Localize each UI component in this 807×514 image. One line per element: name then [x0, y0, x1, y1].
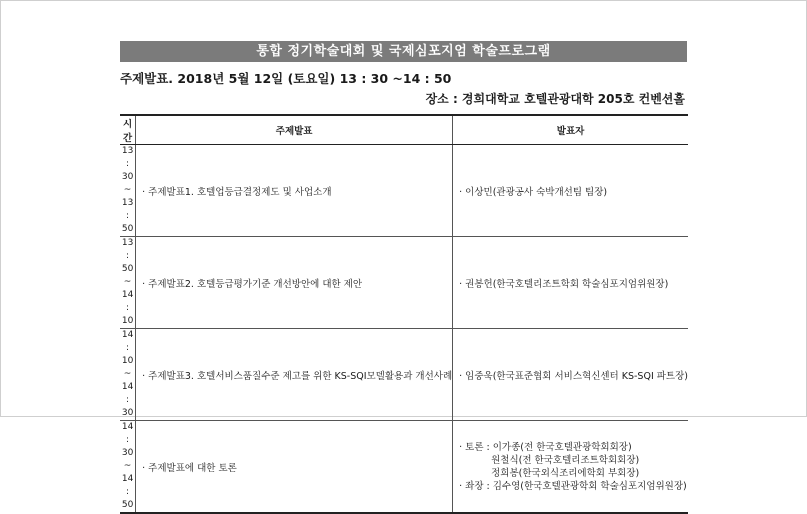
discussant-line: · 토론 : 이가종(전 한국호텔관광학회회장) — [459, 441, 632, 453]
time-cell — [120, 145, 136, 237]
time-tilde: ~ — [123, 461, 132, 471]
table-row — [120, 145, 688, 237]
session-schedule-line: 주제발표. 2018년 5월 12일 (토요일) 13 : 30 ~14 : 50 — [120, 71, 452, 86]
time-end: 14 : 30 — [121, 382, 134, 418]
venue-line: 장소 : 경희대학교 호텔관광대학 205호 컨벤션홀 — [425, 92, 685, 106]
moderator-line: · 좌장 : 김수영(한국호텔관광학회 학술심포지엄위원장) — [459, 480, 687, 492]
time-start: 13 : 50 — [121, 238, 134, 274]
time-tilde: ~ — [123, 369, 132, 379]
table-row — [120, 329, 688, 421]
presenter-cell: · 이상민(관광공사 숙박개선팀 팀장) — [453, 145, 688, 237]
time-end: 14 : 50 — [121, 474, 134, 510]
table-row — [120, 421, 688, 514]
discussant-line: 원철식(전 한국호텔리조트학회회장) — [491, 454, 640, 466]
time-cell — [120, 421, 136, 514]
table-header-row — [120, 115, 688, 145]
topic-cell: · 주제발표2. 호텔등급평가기준 개선방안에 대한 제안 — [136, 237, 453, 329]
header-topic: 주제발표 — [136, 115, 453, 145]
header-presenter: 발표자 — [453, 115, 688, 145]
time-cell — [120, 329, 136, 421]
time-start: 14 : 30 — [121, 422, 134, 458]
discussant-line: 정희봉(한국외식조리에학회 부회장) — [491, 467, 640, 479]
time-end: 13 : 50 — [121, 198, 134, 234]
time-start: 13 : 30 — [121, 146, 134, 182]
discussion-cell — [453, 421, 688, 514]
topic-cell: · 주제발표3. 호텔서비스품질수준 제고를 위한 KS-SQI모델활용과 개선사례 — [136, 329, 453, 421]
topic-cell: · 주제발표에 대한 토론 — [136, 421, 453, 514]
table-row — [120, 237, 688, 329]
topic-cell: · 주제발표1. 호텔업등급결정제도 및 사업소개 — [136, 145, 453, 237]
time-end: 14 : 10 — [121, 290, 134, 326]
presenter-cell: · 권봉헌(한국호텔리조트학회 학술심포지엄위원장) — [453, 237, 688, 329]
program-table — [120, 114, 688, 514]
time-tilde: ~ — [123, 277, 132, 287]
program-title-banner: 통합 정기학술대회 및 국제심포지엄 학술프로그램 — [120, 41, 687, 62]
header-time: 시간 — [120, 115, 136, 145]
presenter-cell: · 임중욱(한국표준협회 서비스혁신센터 KS-SQI 파트장) — [453, 329, 688, 421]
time-start: 14 : 10 — [121, 330, 134, 366]
time-cell — [120, 237, 136, 329]
time-tilde: ~ — [123, 185, 132, 195]
